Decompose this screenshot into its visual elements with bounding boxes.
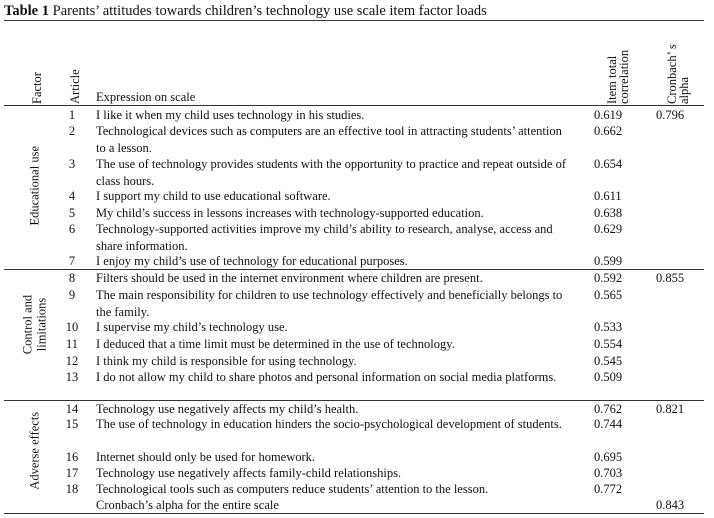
item-number: 1 bbox=[68, 108, 76, 122]
header-alpha-1: Cronbach’ s bbox=[665, 44, 679, 104]
item-text: I do not allow my child to share photos and personal information on social media platforms. bbox=[96, 370, 557, 384]
item-correlation: 0.592 bbox=[594, 271, 623, 285]
item-correlation: 0.629 bbox=[594, 222, 623, 236]
item-text: I support my child to use educational software. bbox=[96, 189, 331, 203]
item-number: 2 bbox=[68, 124, 76, 138]
table-number: Table 1 bbox=[4, 3, 49, 19]
table-title bbox=[4, 3, 487, 20]
item-correlation: 0.611 bbox=[594, 189, 622, 203]
item-text: Technology use negatively affects family-child relationships. bbox=[96, 466, 402, 480]
item-text: Internet should only be used for homework. bbox=[96, 450, 316, 464]
factor-label-adverse-effects: Adverse effects bbox=[27, 411, 42, 490]
item-text: My child’s success in lessons increases with technology-supported education. bbox=[96, 206, 484, 220]
item-number: 3 bbox=[68, 157, 76, 171]
item-correlation: 0.533 bbox=[594, 320, 623, 334]
item-text: The main responsibility for children to use technology effectively and beneficially belongs to the family. bbox=[96, 288, 563, 319]
item-number: 5 bbox=[68, 206, 76, 220]
item-correlation: 0.619 bbox=[594, 108, 623, 122]
item-correlation: 0.509 bbox=[594, 370, 623, 384]
factor-label-educational-use: Educational use bbox=[27, 146, 42, 226]
item-text: I supervise my child’s technology use. bbox=[96, 320, 288, 334]
item-correlation: 0.554 bbox=[594, 337, 623, 351]
item-text: Filters should be used in the internet environment where children are present. bbox=[96, 271, 483, 285]
header-expression: Expression on scale bbox=[96, 90, 196, 104]
factor-label-control-and-limitations: Control and limitations bbox=[20, 294, 48, 355]
overall-alpha-label: Cronbach’s alpha for the entire scale bbox=[96, 498, 279, 512]
item-correlation: 0.662 bbox=[594, 124, 623, 138]
item-text: I think my child is responsible for using technology. bbox=[96, 354, 357, 368]
item-text: The use of technology in education hinders the socio-psychological development of students. bbox=[96, 417, 562, 431]
item-text: I enjoy my child’s use of technology for educational purposes. bbox=[96, 254, 408, 268]
item-correlation: 0.565 bbox=[594, 288, 623, 302]
alpha-educational-use: 0.796 bbox=[656, 108, 685, 122]
header-article: Article bbox=[68, 69, 82, 104]
item-correlation: 0.762 bbox=[594, 402, 623, 416]
item-correlation: 0.772 bbox=[594, 482, 623, 496]
header-factor: Factor bbox=[30, 72, 44, 104]
item-number: 17 bbox=[65, 466, 79, 480]
alpha-adverse-effects: 0.821 bbox=[656, 402, 685, 416]
item-number: 18 bbox=[65, 482, 79, 496]
item-number: 12 bbox=[65, 354, 79, 368]
item-number: 9 bbox=[68, 288, 76, 302]
item-correlation: 0.695 bbox=[594, 450, 623, 464]
overall-alpha-value: 0.843 bbox=[656, 498, 685, 512]
item-number: 15 bbox=[65, 417, 79, 431]
alpha-control-and-limitations: 0.855 bbox=[656, 271, 685, 285]
table-caption: Parents’ attitudes towards children’s technology use scale item factor loads bbox=[49, 3, 487, 19]
item-number: 16 bbox=[65, 450, 79, 464]
item-text: Technology-supported activities improve my child’s ability to research, analyse, access and share information. bbox=[96, 222, 553, 253]
top-rule bbox=[4, 20, 704, 21]
item-number: 14 bbox=[65, 402, 79, 416]
item-number: 11 bbox=[65, 337, 79, 351]
item-number: 13 bbox=[65, 370, 79, 384]
item-text: I like it when my child uses technology in his studies. bbox=[96, 108, 365, 122]
item-text: The use of technology provides students with the opportunity to practice and repeat outside of class hours. bbox=[96, 157, 567, 188]
item-correlation: 0.744 bbox=[594, 417, 623, 431]
item-number: 8 bbox=[68, 271, 76, 285]
item-correlation: 0.638 bbox=[594, 206, 623, 220]
item-text: Technology use negatively affects my child’s health. bbox=[96, 402, 359, 416]
item-number: 6 bbox=[68, 222, 76, 236]
bottom-rule bbox=[4, 513, 704, 514]
item-number: 10 bbox=[65, 320, 79, 334]
header-rule bbox=[4, 105, 704, 106]
item-text: Technological tools such as computers reduce students’ attention to the lesson. bbox=[96, 482, 489, 496]
item-text: Technological devices such as computers are an effective tool in attracting students’ attention to a lesson. bbox=[96, 124, 562, 155]
item-number: 4 bbox=[68, 189, 76, 203]
item-correlation: 0.545 bbox=[594, 354, 623, 368]
header-item-total-1: Item total bbox=[605, 55, 619, 104]
item-text: I deduced that a time limit must be determined in the use of technology. bbox=[96, 337, 455, 351]
header-alpha-2: alpha bbox=[677, 76, 691, 104]
item-correlation: 0.599 bbox=[594, 254, 623, 268]
item-number: 7 bbox=[68, 254, 76, 268]
header-item-total-2: correlation bbox=[617, 49, 631, 104]
item-correlation: 0.654 bbox=[594, 157, 623, 171]
item-correlation: 0.703 bbox=[594, 466, 623, 480]
